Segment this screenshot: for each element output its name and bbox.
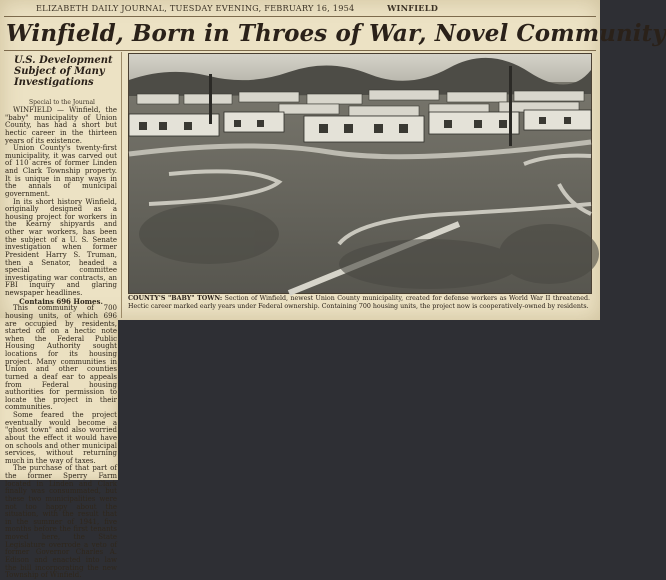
headline-rule [4,50,596,51]
top-rule [4,16,596,17]
article-paragraph: The purchase of that part of the former Sperry Farm located in Linden and Clark finally was consummated, but these two municipalities were not too happy about the situation, with the result that in the summer of 1941, five months before the first tenants moved here, the State Legislature overrode a veto of former Governor Charles A. Edison and enacted into law the bill incorporating the new Township of Winfield. [5,464,117,580]
article-paragraph: Union County's twenty-first municipality, it was carved out of 110 acres of former Linden and Clark Township property. It is unique in many ways in the annals of municipal government. [5,144,117,198]
subhead [14,55,114,88]
article-paragraph: In its short history Winfield, originally designed as a housing project for workers in the Kearny shipyards and other war workers, has been the subject of a U. S. Senate investigation when former President Harry S. Truman, then a Senator, headed a special committee investigating war contracts, an FBI inquiry and glaring newspaper headlines. [5,197,117,297]
special-to-journal: Special to the Journal [29,99,95,106]
housing-photo-illustration [129,54,591,293]
dateline-text: ELIZABETH DAILY JOURNAL, TUESDAY EVENING, FEBRUARY 16, 1954 [36,3,355,13]
article-paragraph: WINFIELD — Winfield, the "baby" municipality of Union County, has had a short but hectic career in the thirteen years of its existence. [5,106,117,145]
article-paragraph: This community of 700 housing units, of which 696 are occupied by residents, started off on a hectic note when the Federal Public Housing Authority sought locations for its housing project. Many communities in Union and other counties turned a deaf ear to appeals from Federal housing authorities for permission to locate the project in their communities. [5,304,117,412]
column-rule [121,52,122,318]
subhead-line: U.S. Development [14,55,113,66]
photo-caption [128,295,590,311]
article-body [5,106,117,580]
subhead-line: Subject of Many [14,66,105,77]
aerial-photo [128,53,592,294]
caption-text: Section of Winfield, newest Union County municipality, created for defense workers as World War II threatened. Hectic career marked early years under Federal ownership. Containing 700 housing units, the project now is cooperatively-owned by residents. [128,295,590,310]
caption-lead: COUNTY'S "BABY" TOWN: [128,295,223,302]
subhead-line: Investigations [14,77,94,88]
headline: Winfield, Born in Throes of War, Novel Community [6,20,666,47]
dateline-section: WINFIELD [387,3,438,13]
article-paragraph: Some feared the project eventually would become a "ghost town" and also worried about the effect it would have on schools and other municipal services, without returning much in the way of taxes. [5,411,117,465]
dateline [8,3,592,15]
section-heading: Contains 696 Homes. [19,296,103,306]
